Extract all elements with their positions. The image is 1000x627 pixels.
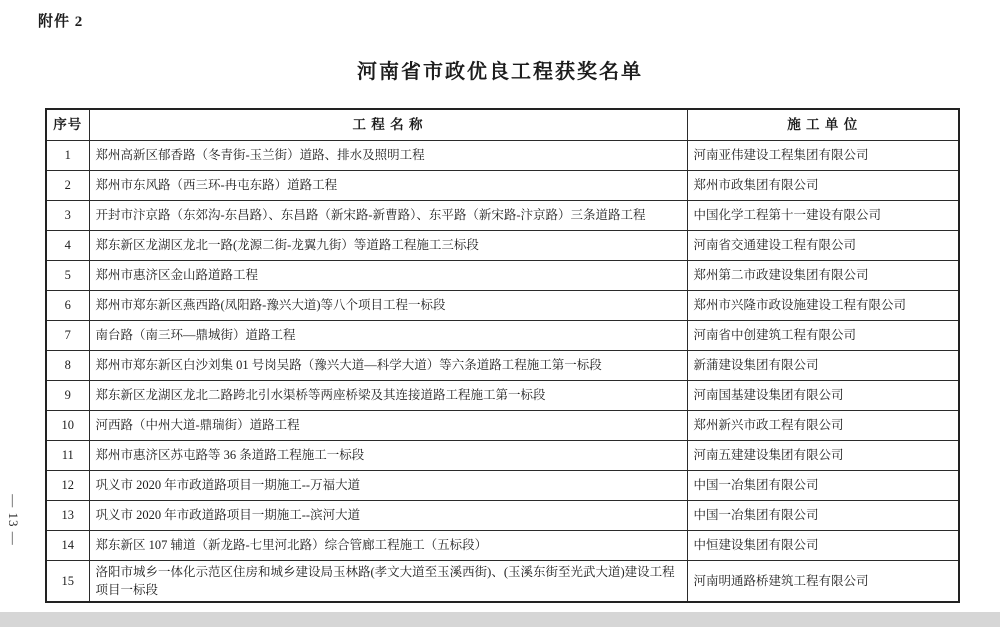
project-name-cell: 洛阳市城乡一体化示范区住房和城乡建设局玉林路(孝文大道至玉溪西街)、(玉溪东街至光武大道)建设工程项目一标段 [89,561,687,603]
header-index: 序号 [46,109,89,141]
project-name-cell: 郑州市惠济区苏屯路等 36 条道路工程施工一标段 [89,441,687,471]
project-name-cell: 郑州市郑东新区燕西路(凤阳路-豫兴大道)等八个项目工程一标段 [89,291,687,321]
construction-unit-cell: 河南亚伟建设工程集团有限公司 [687,141,959,171]
table-row [46,501,959,531]
row-index-cell: 9 [46,381,89,411]
page-number: — 13 — [6,494,21,546]
project-name-cell: 郑州市郑东新区白沙刘集 01 号岗吴路（豫兴大道—科学大道）等六条道路工程施工第一标段 [89,351,687,381]
table-row [46,201,959,231]
construction-unit-cell: 郑州新兴市政工程有限公司 [687,411,959,441]
project-name-cell: 河西路（中州大道-鼎瑞街）道路工程 [89,411,687,441]
row-index-cell: 12 [46,471,89,501]
row-index-cell: 11 [46,441,89,471]
table-row [46,531,959,561]
header-construction-unit: 施 工 单 位 [687,109,959,141]
page-bottom-edge [0,612,1000,627]
construction-unit-cell: 郑州第二市政建设集团有限公司 [687,261,959,291]
construction-unit-cell: 郑州市兴隆市政设施建设工程有限公司 [687,291,959,321]
project-name-cell: 南台路（南三环—鼎城街）道路工程 [89,321,687,351]
construction-unit-cell: 河南国基建设集团有限公司 [687,381,959,411]
table-row [46,171,959,201]
table-row [46,141,959,171]
project-name-cell: 郑东新区 107 辅道（新龙路-七里河北路）综合管廊工程施工（五标段） [89,531,687,561]
table-row [46,561,959,603]
row-index-cell: 15 [46,561,89,603]
table-row [46,351,959,381]
construction-unit-cell: 河南省中创建筑工程有限公司 [687,321,959,351]
table-row [46,321,959,351]
row-index-cell: 2 [46,171,89,201]
project-name-cell: 郑州市东风路（西三环-冉屯东路）道路工程 [89,171,687,201]
table-row [46,291,959,321]
row-index-cell: 7 [46,321,89,351]
project-name-cell: 巩义市 2020 年市政道路项目一期施工--万福大道 [89,471,687,501]
table-row [46,381,959,411]
project-name-cell: 巩义市 2020 年市政道路项目一期施工--滨河大道 [89,501,687,531]
table-row [46,471,959,501]
row-index-cell: 8 [46,351,89,381]
construction-unit-cell: 河南明通路桥建筑工程有限公司 [687,561,959,603]
construction-unit-cell: 河南五建建设集团有限公司 [687,441,959,471]
construction-unit-cell: 新蒲建设集团有限公司 [687,351,959,381]
row-index-cell: 10 [46,411,89,441]
table-body [46,141,959,603]
row-index-cell: 6 [46,291,89,321]
construction-unit-cell: 中国一冶集团有限公司 [687,471,959,501]
project-name-cell: 郑州市惠济区金山路道路工程 [89,261,687,291]
row-index-cell: 1 [46,141,89,171]
construction-unit-cell: 河南省交通建设工程有限公司 [687,231,959,261]
row-index-cell: 13 [46,501,89,531]
project-name-cell: 开封市汴京路（东郊沟-东昌路）、东昌路（新宋路-新曹路）、东平路（新宋路-汴京路）三条道路工程 [89,201,687,231]
page-title: 河南省市政优良工程获奖名单 [357,61,643,83]
project-name-cell: 郑州高新区郁香路（冬青街-玉兰街）道路、排水及照明工程 [89,141,687,171]
table-row [46,261,959,291]
project-name-cell: 郑东新区龙湖区龙北二路跨北引水渠桥等两座桥梁及其连接道路工程施工第一标段 [89,381,687,411]
construction-unit-cell: 中恒建设集团有限公司 [687,531,959,561]
table-row [46,411,959,441]
table-row [46,441,959,471]
header-project-name: 工 程 名 称 [89,109,687,141]
construction-unit-cell: 中国一冶集团有限公司 [687,501,959,531]
row-index-cell: 3 [46,201,89,231]
project-name-cell: 郑东新区龙湖区龙北一路(龙源二街-龙翼九街）等道路工程施工三标段 [89,231,687,261]
construction-unit-cell: 中国化学工程第十一建设有限公司 [687,201,959,231]
row-index-cell: 5 [46,261,89,291]
row-index-cell: 4 [46,231,89,261]
table-header [46,109,959,141]
award-table [45,108,960,603]
construction-unit-cell: 郑州市政集团有限公司 [687,171,959,201]
table-row [46,231,959,261]
attachment-label: 附件 2 [38,14,84,30]
row-index-cell: 14 [46,531,89,561]
